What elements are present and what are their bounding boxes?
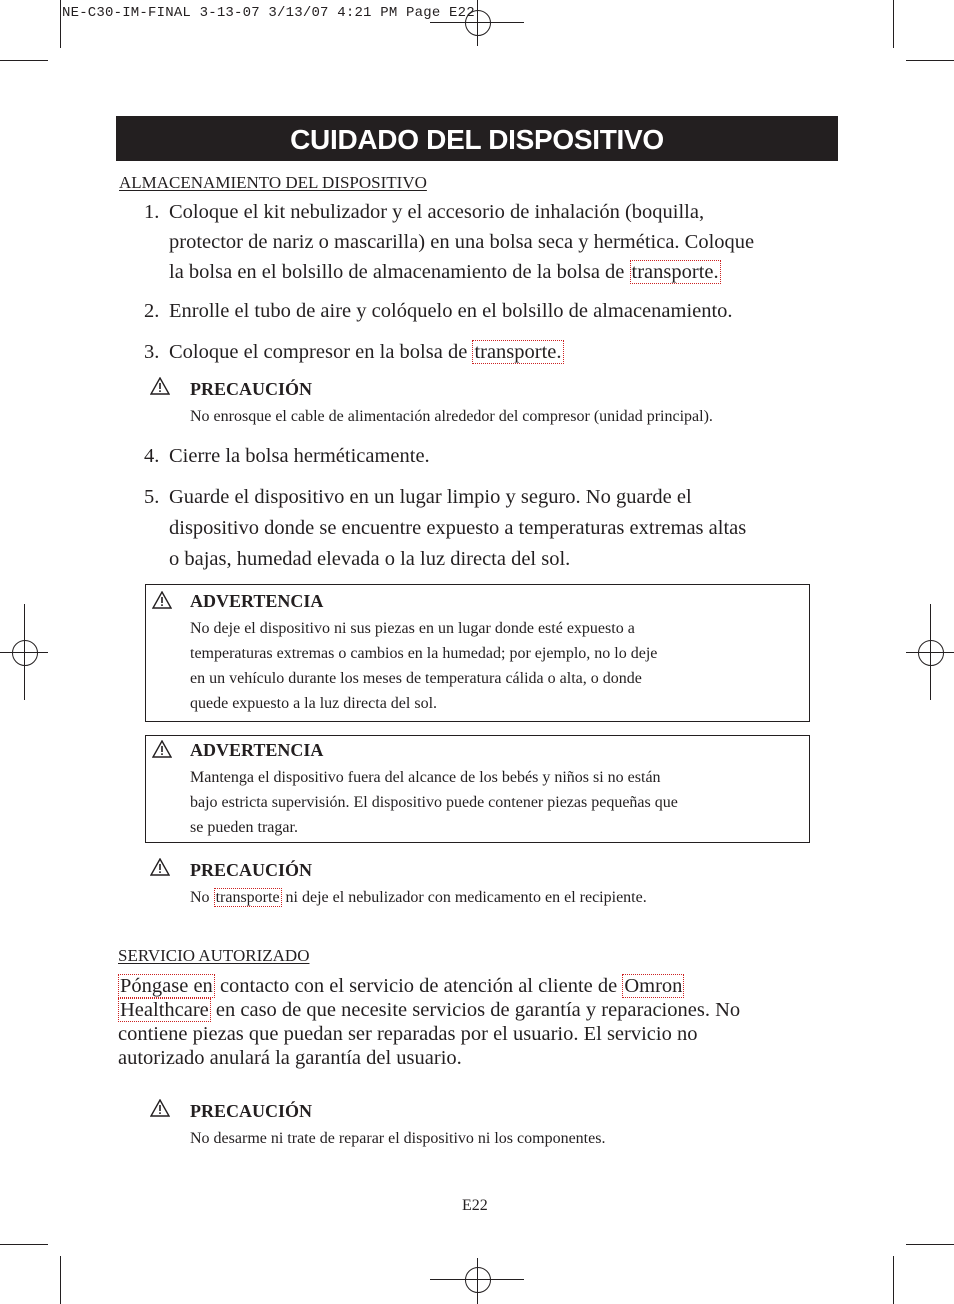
storage-step-4: 4. Cierre la bolsa herméticamente. xyxy=(144,445,430,467)
caution-title: PRECAUCIÓN xyxy=(190,1101,313,1121)
highlighted-term: Omron xyxy=(624,975,683,997)
warning-title: ADVERTENCIA xyxy=(190,740,324,760)
highlighted-term: Póngase en xyxy=(120,975,213,997)
caution-title: PRECAUCIÓN xyxy=(190,379,313,399)
section-heading-service: SERVICIO AUTORIZADO xyxy=(118,946,310,965)
page-title: CUIDADO DEL DISPOSITIVO xyxy=(116,116,838,161)
crop-mark xyxy=(893,0,894,48)
storage-step-2: 2. Enrolle el tubo de aire y colóquelo en el bolsillo de almacenamiento. xyxy=(144,300,733,322)
highlighted-term: transporte xyxy=(215,889,280,906)
caution-title: PRECAUCIÓN xyxy=(190,860,313,880)
storage-step-1: 1. Coloque el kit nebulizador y el accesorio de inhalación (boquilla, protector de nariz o mascarilla) en una bolsa seca y hermética. Coloque la bolsa en el bolsillo de almacenamiento de la bolsa de transporte. xyxy=(144,201,755,283)
crop-mark xyxy=(0,60,48,61)
warning-triangle-icon xyxy=(150,858,170,876)
storage-step-3: 3. Coloque el compresor en la bolsa de transporte. xyxy=(144,341,562,363)
highlighted-term: transporte. xyxy=(631,261,719,283)
crop-mark xyxy=(906,60,954,61)
crop-mark xyxy=(60,0,61,48)
caution-text: No desarme ni trate de reparar el dispositivo ni los componentes. xyxy=(190,1130,606,1147)
warning-text: No deje el dispositivo ni sus piezas en un lugar donde esté expuesto a temperaturas extremas o cambios en la humedad; por ejemplo, no lo deje en un vehículo durante los meses de temperatura cálida o alta, o donde quede expuesto a la luz directa del sol. xyxy=(190,620,658,712)
page-number: E22 xyxy=(462,1197,488,1214)
highlighted-term: transporte. xyxy=(474,341,562,363)
crop-mark xyxy=(0,1244,48,1245)
warning-triangle-icon xyxy=(152,591,172,609)
warning-triangle-icon xyxy=(150,1099,170,1117)
warning-triangle-icon xyxy=(152,740,172,758)
caution-text: No enrosque el cable de alimentación alrededor del compresor (unidad principal). xyxy=(190,408,713,425)
crop-mark xyxy=(60,1256,61,1304)
highlighted-term: Healthcare xyxy=(120,999,209,1021)
crop-mark xyxy=(906,1244,954,1245)
warning-title: ADVERTENCIA xyxy=(190,591,324,611)
crop-mark xyxy=(893,1256,894,1304)
caution-text: No transporte ni deje el nebulizador con medicamento en el recipiente. xyxy=(190,889,647,906)
storage-step-5: 5. Guarde el dispositivo en un lugar limpio y seguro. No guarde el dispositivo donde se encuentre expuesto a temperaturas extremas altas o bajas, humedad elevada o la luz directa del sol. xyxy=(144,486,747,570)
print-slug: NE-C30-IM-FINAL 3-13-07 3/13/07 4:21 PM Page E22 xyxy=(62,5,475,21)
warning-text: Mantenga el dispositivo fuera del alcance de los bebés y niños si no están bajo estricta supervisión. El dispositivo puede contener piezas pequeñas que se pueden tragar. xyxy=(190,769,678,836)
section-heading-storage: ALMACENAMIENTO DEL DISPOSITIVO xyxy=(119,173,427,192)
warning-triangle-icon xyxy=(150,377,170,395)
service-paragraph: Póngase en contacto con el servicio de atención al cliente de Omron Healthcare en caso de que necesite servicios de garantía y reparaciones. No contiene piezas que puedan ser reparadas por el usuario. El servicio no autorizado anulará la garantía del usuario. xyxy=(118,975,741,1069)
